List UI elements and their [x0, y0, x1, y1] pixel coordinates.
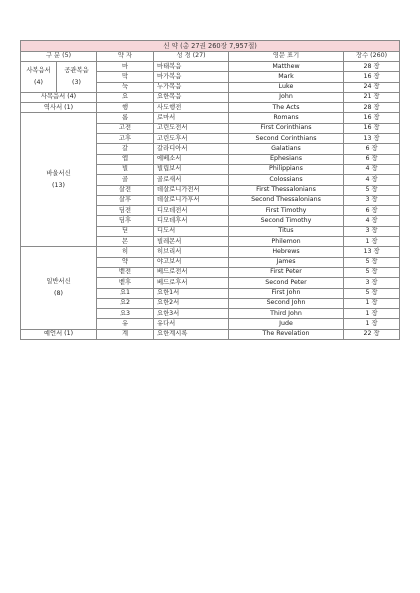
- book-korean-name: 디도서: [154, 226, 229, 236]
- book-english-name: First Timothy: [229, 206, 344, 216]
- book-chapters: 24 장: [344, 82, 400, 92]
- book-english-name: Second Thessalonians: [229, 195, 344, 205]
- book-abbr: 빌: [97, 164, 154, 174]
- book-korean-name: 유다서: [154, 319, 229, 329]
- book-abbr: 벧전: [97, 267, 154, 277]
- book-korean-name: 히브리서: [154, 247, 229, 257]
- book-abbr: 살후: [97, 195, 154, 205]
- book-abbr: 요1: [97, 288, 154, 298]
- book-english-name: First Peter: [229, 267, 344, 277]
- book-english-name: Philemon: [229, 237, 344, 247]
- book-abbr: 계: [97, 329, 154, 339]
- book-english-name: Philippians: [229, 164, 344, 174]
- book-chapters: 6 장: [344, 144, 400, 154]
- header-category: 구 분 (5): [21, 52, 97, 62]
- group-pauline: [21, 113, 97, 247]
- book-chapters: 1 장: [344, 319, 400, 329]
- book-korean-name: 야고보서: [154, 257, 229, 267]
- book-chapters: 6 장: [344, 154, 400, 164]
- book-chapters: 28 장: [344, 103, 400, 113]
- book-korean-name: 데살로니가후서: [154, 195, 229, 205]
- book-chapters: 4 장: [344, 175, 400, 185]
- group-label-line: 사복음서 (4): [40, 93, 77, 101]
- book-english-name: Ephesians: [229, 154, 344, 164]
- book-abbr: 롬: [97, 113, 154, 123]
- book-abbr: 딤후: [97, 216, 154, 226]
- book-abbr: 고전: [97, 123, 154, 133]
- book-english-name: Luke: [229, 82, 344, 92]
- book-row: [21, 247, 400, 257]
- book-abbr: 살전: [97, 185, 154, 195]
- book-chapters: 1 장: [344, 298, 400, 308]
- book-abbr: 요3: [97, 309, 154, 319]
- book-row: [21, 103, 400, 113]
- book-english-name: Hebrews: [229, 247, 344, 257]
- book-chapters: 1 장: [344, 309, 400, 319]
- book-chapters: 5 장: [344, 288, 400, 298]
- book-chapters: 6 장: [344, 206, 400, 216]
- book-korean-name: 빌레몬서: [154, 237, 229, 247]
- book-abbr: 약: [97, 257, 154, 267]
- book-english-name: James: [229, 257, 344, 267]
- group-gospels-john: [21, 92, 97, 102]
- book-english-name: John: [229, 92, 344, 102]
- book-english-name: Jude: [229, 319, 344, 329]
- book-chapters: 13 장: [344, 134, 400, 144]
- book-english-name: Mark: [229, 72, 344, 82]
- book-abbr: 고후: [97, 134, 154, 144]
- book-english-name: Titus: [229, 226, 344, 236]
- book-korean-name: 갈라디아서: [154, 144, 229, 154]
- book-korean-name: 요한복음: [154, 92, 229, 102]
- book-chapters: 16 장: [344, 123, 400, 133]
- header-korean: 성 경 (27): [154, 52, 229, 62]
- book-english-name: The Revelation: [229, 329, 344, 339]
- book-chapters: 5 장: [344, 267, 400, 277]
- book-english-name: Matthew: [229, 62, 344, 72]
- book-abbr: 요2: [97, 298, 154, 308]
- group-label-line: 일반서신: [46, 278, 71, 286]
- book-chapters: 28 장: [344, 62, 400, 72]
- group-label-line: (8): [54, 290, 63, 298]
- book-row: [21, 329, 400, 339]
- table-title: 신 약 (총 27권 260장 7,957절): [21, 41, 400, 52]
- book-abbr: 딛: [97, 226, 154, 236]
- book-korean-name: 요한2서: [154, 298, 229, 308]
- group-synoptic: [57, 62, 97, 93]
- new-testament-table: [20, 40, 400, 340]
- book-abbr: 몬: [97, 237, 154, 247]
- header-abbr: 약 자: [97, 52, 154, 62]
- book-abbr: 유: [97, 319, 154, 329]
- group-gospels: [21, 62, 57, 93]
- group-history: [21, 103, 97, 113]
- book-english-name: Second Timothy: [229, 216, 344, 226]
- book-korean-name: 골로새서: [154, 175, 229, 185]
- book-korean-name: 요한1서: [154, 288, 229, 298]
- book-korean-name: 마가복음: [154, 72, 229, 82]
- book-korean-name: 에베소서: [154, 154, 229, 164]
- book-chapters: 13 장: [344, 247, 400, 257]
- book-english-name: First John: [229, 288, 344, 298]
- book-english-name: Colossians: [229, 175, 344, 185]
- book-korean-name: 베드로전서: [154, 267, 229, 277]
- header-row: [21, 52, 400, 62]
- book-chapters: 3 장: [344, 278, 400, 288]
- book-english-name: First Thessalonians: [229, 185, 344, 195]
- book-chapters: 3 장: [344, 226, 400, 236]
- book-korean-name: 요한계시록: [154, 329, 229, 339]
- book-korean-name: 마태복음: [154, 62, 229, 72]
- group-label-line: 공관복음: [64, 66, 89, 74]
- book-chapters: 1 장: [344, 237, 400, 247]
- book-chapters: 16 장: [344, 113, 400, 123]
- group-label-line: 예언서 (1): [43, 330, 74, 338]
- book-korean-name: 디모데전서: [154, 206, 229, 216]
- book-korean-name: 로마서: [154, 113, 229, 123]
- book-row: [21, 113, 400, 123]
- book-abbr: 갈: [97, 144, 154, 154]
- book-chapters: 16 장: [344, 72, 400, 82]
- book-chapters: 21 장: [344, 92, 400, 102]
- group-label-line: 사복음서: [26, 66, 51, 74]
- book-korean-name: 사도행전: [154, 103, 229, 113]
- group-prophecy: [21, 329, 97, 339]
- book-chapters: 4 장: [344, 164, 400, 174]
- book-korean-name: 누가복음: [154, 82, 229, 92]
- header-chapters: 장수 (260): [344, 52, 400, 62]
- book-chapters: 22 장: [344, 329, 400, 339]
- book-chapters: 5 장: [344, 185, 400, 195]
- table-title-row: [21, 41, 400, 52]
- book-korean-name: 베드로후서: [154, 278, 229, 288]
- book-english-name: Third John: [229, 309, 344, 319]
- book-korean-name: 요한3서: [154, 309, 229, 319]
- book-abbr: 요: [97, 92, 154, 102]
- book-abbr: 마: [97, 62, 154, 72]
- book-abbr: 엡: [97, 154, 154, 164]
- book-row: [21, 92, 400, 102]
- header-english: 영문 표기: [229, 52, 344, 62]
- book-chapters: 3 장: [344, 195, 400, 205]
- book-abbr: 골: [97, 175, 154, 185]
- book-abbr: 막: [97, 72, 154, 82]
- book-english-name: The Acts: [229, 103, 344, 113]
- book-korean-name: 데살로니가전서: [154, 185, 229, 195]
- book-abbr: 딤전: [97, 206, 154, 216]
- group-label-line: (13): [52, 181, 65, 189]
- book-english-name: Romans: [229, 113, 344, 123]
- book-chapters: 4 장: [344, 216, 400, 226]
- book-abbr: 눅: [97, 82, 154, 92]
- group-label-line: (4): [34, 78, 43, 86]
- book-chapters: 5 장: [344, 257, 400, 267]
- book-korean-name: 고린도전서: [154, 123, 229, 133]
- book-abbr: 행: [97, 103, 154, 113]
- book-english-name: Galatians: [229, 144, 344, 154]
- book-english-name: First Corinthians: [229, 123, 344, 133]
- book-english-name: Second Peter: [229, 278, 344, 288]
- group-label-line: 역사서 (1): [43, 103, 74, 111]
- group-label-line: 바울서신: [46, 169, 71, 177]
- group-label-line: (3): [72, 78, 81, 86]
- book-abbr: 벧후: [97, 278, 154, 288]
- book-korean-name: 고린도후서: [154, 134, 229, 144]
- book-korean-name: 디모데후서: [154, 216, 229, 226]
- book-english-name: Second John: [229, 298, 344, 308]
- book-row: [21, 62, 400, 72]
- book-abbr: 히: [97, 247, 154, 257]
- book-korean-name: 빌립보서: [154, 164, 229, 174]
- book-english-name: Second Corinthians: [229, 134, 344, 144]
- group-general: [21, 247, 97, 329]
